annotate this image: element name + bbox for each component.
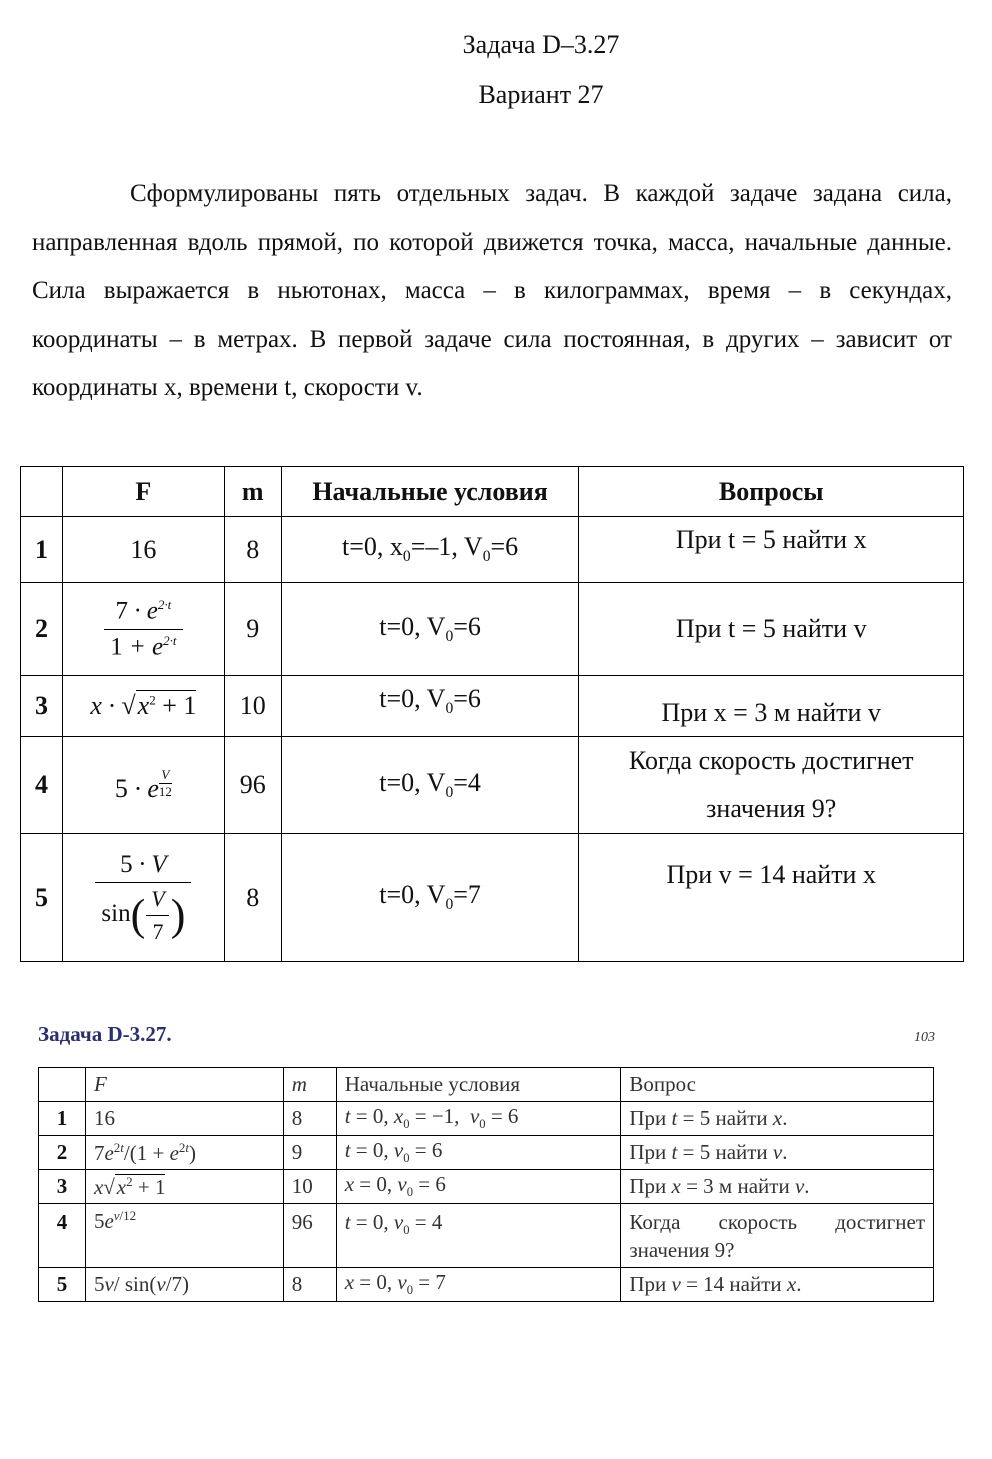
page-number: 103 <box>914 1030 935 1045</box>
initial-conditions-cell: x = 0, $v_0 = 6$ <box>336 1170 621 1204</box>
table-row <box>21 676 964 737</box>
force-cell: $x√x^2 + 1$ <box>85 1170 283 1204</box>
header-mass: m <box>283 1068 336 1102</box>
header-question: Вопрос <box>621 1068 934 1102</box>
initial-conditions-cell: t=0, $V_0=6$ <box>281 583 579 676</box>
force-cell: 16 <box>85 1102 283 1136</box>
row-number: 4 <box>21 737 63 834</box>
force-cell: 16 <box>62 517 224 583</box>
problem-title: Задача D–3.27 <box>462 30 620 59</box>
mass-cell: 96 <box>283 1204 336 1268</box>
initial-conditions-cell: t = 0, $x_0 = -1$, $v_0 = 6$ <box>336 1102 621 1136</box>
table-row <box>21 517 964 583</box>
question-cell: При t = 5 найти x <box>579 517 964 583</box>
variant-title: Вариант 27 <box>478 80 604 109</box>
mass-cell: 8 <box>224 834 281 962</box>
question-cell: При x = 3 м найти v <box>579 676 964 737</box>
table-row <box>21 737 964 834</box>
mass-cell: 96 <box>224 737 281 834</box>
question-cell: При v = 14 найти x. <box>621 1268 934 1302</box>
force-formula: $\frac{7 \cdot e^{2\cdot t}}{1 + e^{2\cdot t}}$ <box>104 597 182 661</box>
mass-cell: 9 <box>283 1136 336 1170</box>
row-number: 2 <box>39 1136 86 1170</box>
question-line-2: значения 9? <box>706 794 837 823</box>
question-cell: При t = 5 найти v. <box>621 1136 934 1170</box>
initial-conditions-cell: t=0, $x_0=-1$, $V_0=6$ <box>281 517 579 583</box>
header-force: F <box>85 1068 283 1102</box>
row-number: 1 <box>21 517 63 583</box>
table-header-row <box>39 1068 934 1102</box>
force-cell <box>62 583 224 676</box>
header-number <box>39 1068 86 1102</box>
table-row <box>39 1268 934 1302</box>
question-cell: При t = 5 найти x. <box>621 1102 934 1136</box>
initial-conditions-cell: t = 0, $v_0 = 6$ <box>336 1136 621 1170</box>
mass-cell: 8 <box>224 517 281 583</box>
mass-cell: 8 <box>283 1268 336 1302</box>
header-number <box>21 467 63 517</box>
question-line-1: Когда скорость достигнет <box>628 746 914 775</box>
header-mass: m <box>224 467 281 517</box>
mass-cell: 9 <box>224 583 281 676</box>
force-cell: 5v/ sin(v/7) <box>85 1268 283 1302</box>
row-number: 3 <box>21 676 63 737</box>
force-cell <box>62 676 224 737</box>
reference-table <box>38 1067 934 1302</box>
mass-cell: 10 <box>283 1170 336 1204</box>
question-cell: При x = 3 м найти v. <box>621 1170 934 1204</box>
question-cell: Когда скорость достигнет значения 9? <box>621 1204 934 1268</box>
table-row <box>39 1102 934 1136</box>
mass-cell: 8 <box>283 1102 336 1136</box>
force-formula: 5 · e $\frac{V}{12}$ <box>114 766 172 803</box>
initial-conditions-cell: t=0, $V_0=7$ <box>281 834 579 962</box>
header-initial-conditions: Начальные условия <box>281 467 579 517</box>
table-header-row <box>21 467 964 517</box>
problem-table <box>20 466 964 962</box>
table-row <box>39 1204 934 1268</box>
initial-conditions-cell: t=0, $V_0=6$ <box>281 676 579 737</box>
force-formula: 5 · V sin( $\frac{V}{7}$ ) <box>95 851 191 945</box>
header-initial-conditions: Начальные условия <box>336 1068 621 1102</box>
table-row <box>21 834 964 962</box>
question-cell <box>579 737 964 834</box>
force-formula: $x \cdot √x^2 + 1$ <box>90 691 197 720</box>
initial-conditions-cell: t = 0, $v_0 = 4$ <box>336 1204 621 1268</box>
row-number: 5 <box>21 834 63 962</box>
force-cell <box>62 737 224 834</box>
force-cell <box>62 834 224 962</box>
mass-cell: 10 <box>224 676 281 737</box>
problem-description: Сформулированы пять отдельных задач. В каждой задаче задана сила, направленная вдоль прямой, по которой движется точка, масса, начальные данные. Сила выражается в ньютонах, масса – в килограммах, время – в секундах, координаты – в метрах. В первой задаче сила постоянная, в других – зависит от координаты x, времени t, скорости v. <box>32 180 952 401</box>
row-number: 1 <box>39 1102 86 1136</box>
initial-conditions-cell: t=0, $V_0=4$ <box>281 737 579 834</box>
question-cell: При t = 5 найти v <box>579 583 964 676</box>
header-questions: Вопросы <box>579 467 964 517</box>
row-number: 4 <box>39 1204 86 1268</box>
table-row <box>39 1136 934 1170</box>
header-force: F <box>62 467 224 517</box>
force-cell: $5e^{v/12}$ <box>85 1204 283 1268</box>
row-number: 5 <box>39 1268 86 1302</box>
question-cell: При v = 14 найти x <box>579 834 964 962</box>
row-number: 3 <box>39 1170 86 1204</box>
row-number: 2 <box>21 583 63 676</box>
section-title: Задача D-3.27. <box>38 1022 172 1046</box>
table-row <box>39 1170 934 1204</box>
initial-conditions-cell: x = 0, $v_0 = 7$ <box>336 1268 621 1302</box>
force-cell: $7e^{2t}/(1 + e^{2t})$ <box>85 1136 283 1170</box>
table-row <box>21 583 964 676</box>
